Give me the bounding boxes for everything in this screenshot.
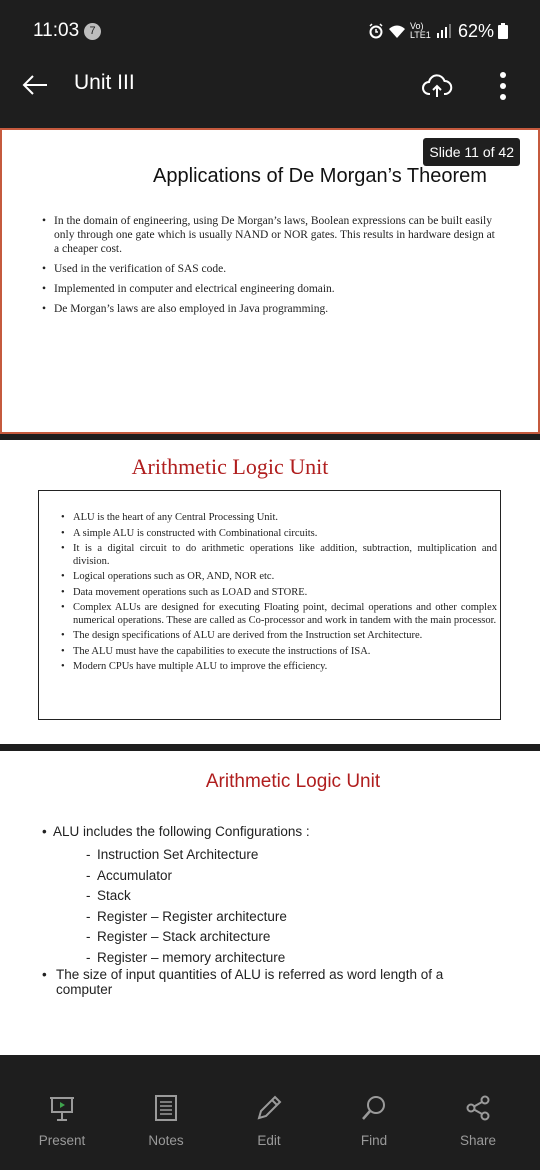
document-title: Unit III [74,71,135,94]
status-bar [0,0,540,62]
last-bullet: • The size of input quantities of ALU is referred as word length of a computer [42,967,496,997]
bullet-item: • Implemented in computer and electrical engineering domain. [42,282,498,296]
signal-icon [436,23,452,39]
slide-bullet-list [42,214,498,322]
notes-button[interactable] [114,1085,218,1148]
slide-thumbnail[interactable] [0,751,540,1055]
bullet-item: • The design specifications of ALU are derived from the Instruction set Architecture. [61,630,497,643]
sub-item: - Register – Stack architecture [86,927,287,948]
share-icon [463,1093,493,1123]
slide-title: Arithmetic Logic Unit [205,771,381,792]
bullet-item: • Logical operations such as OR, AND, NOR etc. [61,571,497,584]
alarm-icon [368,23,384,39]
wifi-icon [388,24,406,38]
slide-bullet-list [61,512,497,677]
slide-title: Applications of De Morgan’s Theorem [153,165,487,187]
network-label: Vo) LTE1 [409,21,431,40]
bullet-item: • It is a digital circuit to do arithmetic operations like addition, subtraction, multiplication and division. [61,543,497,568]
sub-item: - Instruction Set Architecture [86,845,287,866]
notes-icon [151,1093,181,1123]
slide-title: Arithmetic Logic Unit [131,454,329,479]
bullet-item: • The ALU must have the capabilities to execute the instructions of ISA. [61,646,497,659]
bullet-item: • De Morgan’s laws are also employed in Java programming. [42,302,498,316]
share-button[interactable] [426,1085,530,1148]
slide-counter-badge: Slide 11 of 42 [423,138,520,166]
search-icon [359,1093,389,1123]
edit-button[interactable] [217,1085,321,1148]
sub-item: - Register – Register architecture [86,907,287,928]
find-label: Find [360,1133,388,1148]
present-icon [47,1093,77,1123]
bullet-item: • In the domain of engineering, using De Morgan’s laws, Boolean expressions can be built easily only through one gate which is usually NAND or NOR gates. This results in hardware design at a cheaper cost. [42,214,498,256]
notes-label: Notes [148,1133,184,1148]
main-bullet [42,824,310,839]
edit-label: Edit [257,1133,281,1148]
bottom-toolbar [0,1085,540,1170]
find-button[interactable] [322,1085,426,1148]
bullet-item: • Complex ALUs are designed for executing Floating point, decimal operations and other complex numerical operations. These are called as Co-processor and work in tandem with the main processor. [61,602,497,627]
main-bullet-text: • ALU includes the following Configurations : [42,824,310,839]
bullet-item: • Modern CPUs have multiple ALU to improve the efficiency. [61,661,497,674]
bullet-item: • ALU is the heart of any Central Processing Unit. [61,512,497,525]
back-arrow-icon[interactable] [20,70,50,100]
battery-icon [498,23,508,39]
bullet-item: • A simple ALU is constructed with Combinational circuits. [61,528,497,541]
cloud-upload-icon[interactable] [421,70,453,102]
slide-thumbnail[interactable] [0,440,540,744]
clock: 11:03 [33,20,80,41]
sub-item-list [86,845,287,968]
bullet-item: • Used in the verification of SAS code. [42,262,498,276]
sub-item: - Stack [86,886,287,907]
slide-thumbnail-current[interactable] [0,128,540,434]
content-box [38,490,501,720]
share-label: Share [459,1133,497,1148]
notification-count-badge: 7 [84,23,101,40]
present-button[interactable] [10,1085,114,1148]
sub-item: - Accumulator [86,866,287,887]
present-label: Present [38,1133,86,1148]
pencil-icon [254,1093,284,1123]
app-bar [0,62,540,110]
sub-item: - Register – memory architecture [86,948,287,969]
battery-percent: 62% [457,20,494,41]
more-options-icon[interactable] [494,68,512,104]
status-icons [368,20,508,42]
bullet-item: • Data movement operations such as LOAD and STORE. [61,587,497,600]
